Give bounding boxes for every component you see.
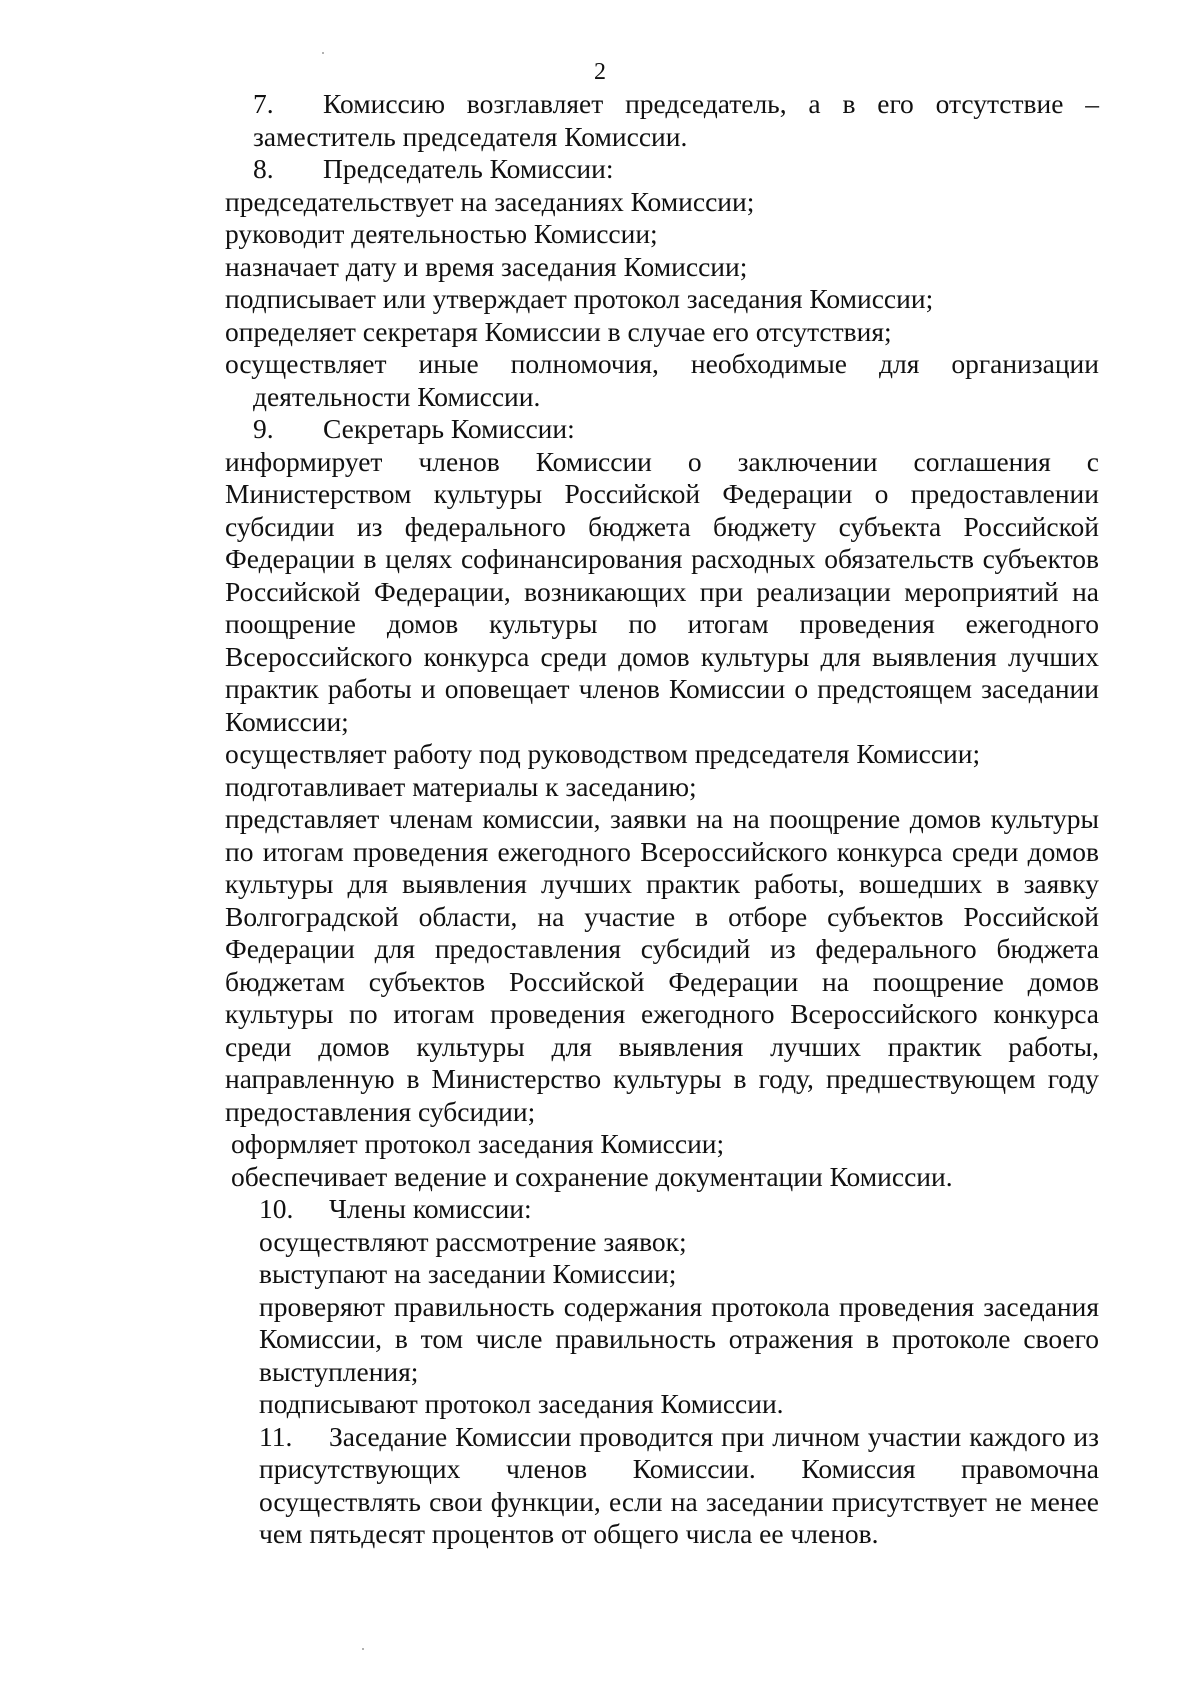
list-item: выступают на заседании Комиссии; [259,1258,677,1289]
paragraph-10 [187,1193,1099,1226]
list-item: осуществляет иные полномочия, необходимые для организации деятельности Комиссии. [225,348,1099,412]
list-item: информирует членов Комиссии о заключении соглашения с Министерством культуры Российской Федерации о предоставлении субсидии из федерального бюджета бюджету субъекта Российской Федерации в целях софинансирования расходных обязательств субъектов Российской Федерации, возникающих при реализации мероприятий на поощрение домов культуры по итогам проведения ежегодного Всероссийского конкурса среди домов культуры для выявления лучших практик работы и оповещает членов Комиссии о предстоящем заседании Комиссии; [225,445,1099,737]
list-item: осуществляет работу под руководством председателя Комиссии; [225,738,981,769]
paragraph-text: Комиссию возглавляет председатель, а в его отсутствие – заместитель председателя Комиссии. [253,88,1099,152]
paragraph-text: Секретарь Комиссии: [323,413,575,444]
paragraph-9 [187,413,1099,446]
paragraph-number: 10. [259,1193,294,1224]
list-item: оформляет протокол заседания Комиссии; [231,1128,725,1159]
paragraph-11 [187,1421,1099,1551]
list-item: назначает дату и время заседания Комиссии; [225,250,748,282]
scan-speck [362,1648,364,1650]
paragraph-number: 11. [259,1420,293,1452]
page-number: 2 [594,59,606,85]
paragraph-text: Члены комиссии: [329,1193,532,1224]
list-item: определяет секретаря Комиссии в случае его отсутствия; [225,315,892,347]
paragraph-8 [187,153,1099,186]
paragraph-number: 7. [253,88,274,119]
paragraph-text: Заседание Комиссии проводится при личном участии каждого из присутствующих членов Комиссии. Комиссия правомочна осуществлять свои функции, если на заседании присутствует не менее чем пятьдесят процентов от общего числа ее членов. [259,1420,1099,1549]
document-body [187,88,1099,1551]
list-item: обеспечивает ведение и сохранение документации Комиссии. [231,1160,953,1192]
list-item: руководит деятельностью Комиссии; [225,218,658,249]
list-item: проверяют правильность содержания протокола проведения заседания Комиссии, в том числе правильность отражения в протоколе своего выступления; [259,1290,1099,1387]
list-item: председательствует на заседаниях Комиссии; [225,185,755,217]
paragraph-number: 9. [253,413,274,444]
paragraph-7 [187,88,1099,153]
list-item: представляет членам комиссии, заявки на на поощрение домов культуры по итогам проведения ежегодного Всероссийского конкурса среди домов культуры для выявления лучших практик работы, вошедших в заявку Волгоградской области, на участие в отборе субъектов Российской Федерации для предоставления субсидий из федерального бюджета бюджетам субъектов Российской Федерации на поощрение домов культуры по итогам проведения ежегодного Всероссийского конкурса среди домов культуры для выявления лучших практик работы, направленную в Министерство культуры в году, предшествующем году предоставления субсидии; [225,803,1099,1127]
list-item: подписывает или утверждает протокол заседания Комиссии; [225,283,934,314]
paragraph-number: 8. [253,153,274,184]
list-item: осуществляют рассмотрение заявок; [259,1225,687,1257]
scan-speck [322,52,324,54]
list-item: подготавливает материалы к заседанию; [225,770,697,802]
paragraph-text: Председатель Комиссии: [323,153,614,184]
list-item: подписывают протокол заседания Комиссии. [259,1388,784,1419]
